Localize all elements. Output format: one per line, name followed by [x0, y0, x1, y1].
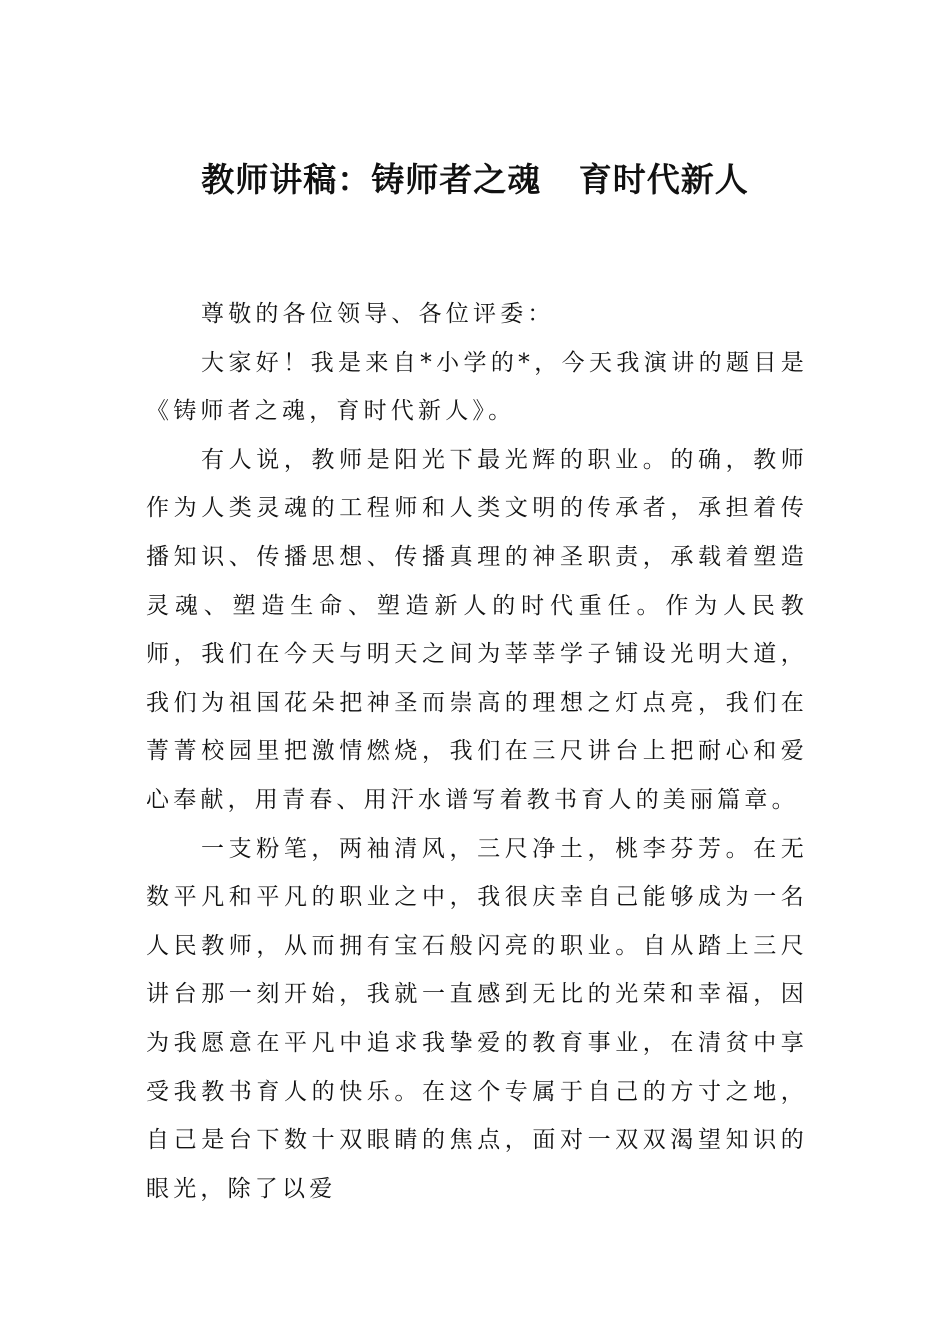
- document-title: 教师讲稿：铸师者之魂 育时代新人: [201, 160, 749, 199]
- body-paragraph: 有人说，教师是阳光下最光辉的职业。的确，教师作为人类灵魂的工程师和人类文明的传承者，承担着传播知识、传播思想、传播真理的神圣职责，承载着塑造灵魂、塑造生命、塑造新人的时代重任。作为人民教师，我们在今天与明天之间为莘莘学子铺设光明大道，我们为祖国花朵把神圣而崇高的理想之灯点亮，我们在菁菁校园里把激情燃烧，我们在三尺讲台上把耐心和爱心奉献，用青春、用汗水谱写着教书育人的美丽篇章。: [146, 446, 808, 813]
- greeting-paragraph: 大家好！我是来自*小学的*，今天我演讲的题目是《铸师者之魂，育时代新人》。: [146, 349, 808, 425]
- body-paragraph: 一支粉笔，两袖清风，三尺净土，桃李芬芳。在无数平凡和平凡的职业之中，我很庆幸自己能够成为一名人民教师，从而拥有宝石般闪亮的职业。自从踏上三尺讲台那一刻开始，我就一直感到无比的光荣和幸福，因为我愿意在平凡中追求我挚爱的教育事业，在清贫中享受我教书育人的快乐。在这个专属于自己的方寸之地，自己是台下数十双眼睛的焦点，面对一双双渴望知识的眼光，除了以爱: [146, 835, 808, 1202]
- salutation-paragraph: 尊敬的各位领导、各位评委：: [201, 301, 555, 327]
- document-body: [146, 290, 808, 1213]
